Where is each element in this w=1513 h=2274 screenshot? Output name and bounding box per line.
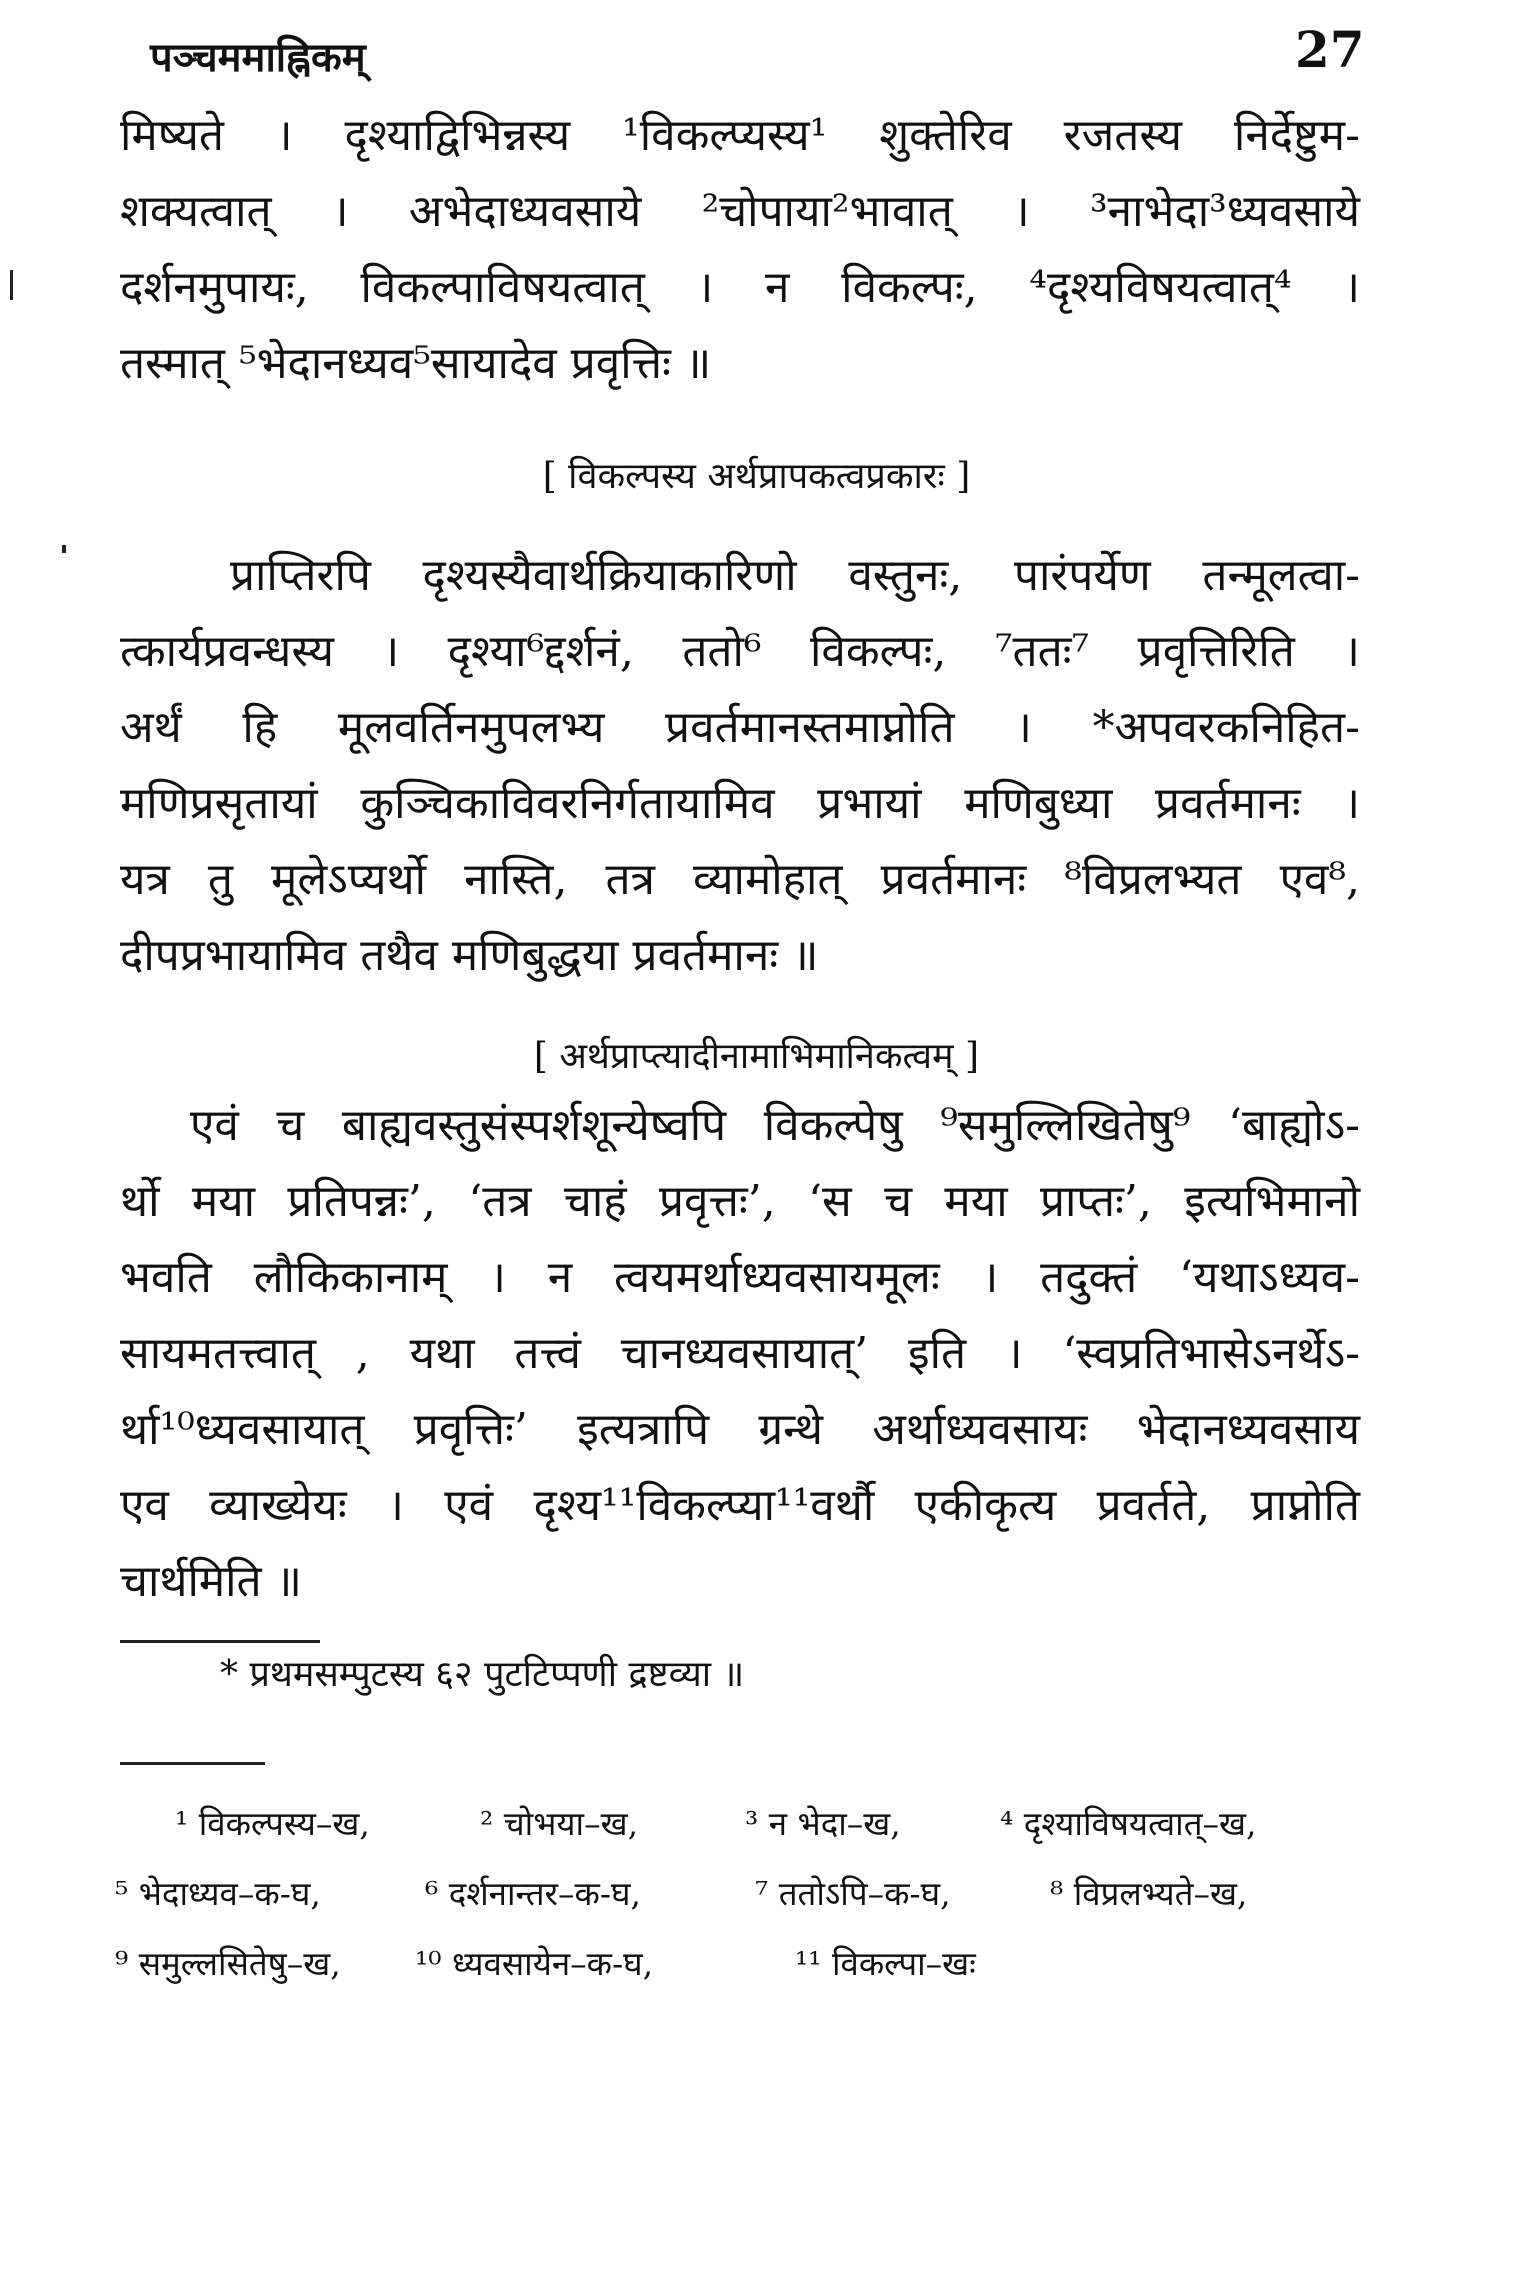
variant-reading: ³ न भेदा–ख, [745, 1804, 901, 1843]
text-line: दीपप्रभायामिव तथैव मणिबुद्धया प्रवर्तमानः ॥ [120, 930, 819, 981]
running-title: पञ्चममाह्निकम् [150, 34, 366, 81]
variant-readings [105, 1800, 1365, 2010]
variant-reading: ⁹ समुल्लसितेषु–ख, [115, 1944, 341, 1983]
variant-reading: ⁸ विप्रलभ्यते–ख, [1050, 1874, 1248, 1913]
paragraph-block-1 [120, 98, 1360, 402]
scan-edge-mark [62, 545, 66, 553]
paragraph-block-3 [120, 1088, 1360, 1620]
scan-edge-mark [10, 270, 13, 300]
text-line: तस्मात् ⁵भेदानध्यव⁵सायादेव प्रवृत्तिः ॥ [120, 338, 712, 389]
variant-row [105, 1800, 1365, 1870]
variant-reading: ⁵ भेदाध्यव–क-घ, [115, 1874, 321, 1913]
text-line: भवति लौकिकानाम् । न त्वयमर्थाध्यवसायमूलः । तदुक्तं ‘यथाऽध्यव- [120, 1252, 1360, 1303]
section-heading-1: [ विकल्पस्य अर्थप्रापकत्वप्रकारः ] [542, 456, 971, 497]
text-line: शक्यत्वात् । अभेदाध्यवसाये ²चोपाया²भावात् । ³नाभेदा³ध्यवसाये [120, 186, 1360, 237]
variant-reading: ¹¹ विकल्पा–खः [795, 1944, 976, 1983]
variant-row [105, 1870, 1365, 1940]
text-line: मिष्यते । दृश्याद्विभिन्नस्य ¹विकल्प्यस्य¹ शुक्तेरिव रजतस्य निर्देष्टुम- [120, 110, 1360, 161]
text-line: प्राप्तिरपि दृश्यस्यैवार्थक्रियाकारिणो वस्तुनः, पारंपर्येण तन्मूलत्वा- [230, 550, 1360, 601]
section-heading-2: [ अर्थप्राप्त्यादीनामाभिमानिकत्वम् ] [533, 1036, 980, 1077]
text-line: एवं च बाह्यवस्तुसंस्पर्शशून्येष्वपि विकल्पेषु ⁹समुल्लिखितेषु⁹ ‘बाह्योऽ- [190, 1100, 1360, 1151]
text-line: चार्थमिति ॥ [120, 1556, 302, 1607]
variant-reading: ¹ विकल्पस्य–ख, [175, 1804, 370, 1843]
text-line: त्कार्यप्रवन्धस्य । दृश्या⁶द्दर्शनं, ततो⁶ विकल्पः, ⁷ततः⁷ प्रवृत्तिरिति । [120, 626, 1360, 677]
variant-reading: ⁶ दर्शनान्तर–क-घ, [425, 1874, 642, 1913]
variant-reading: ⁷ ततोऽपि–क-घ, [755, 1874, 951, 1913]
text-line: र्थो मया प्रतिपन्नः’, ‘तत्र चाहं प्रवृत्तः’, ‘स च मया प्राप्तः’, इत्यभिमानो [120, 1176, 1360, 1227]
variant-reading: ⁴ दृश्याविषयत्वात्–ख, [1000, 1804, 1257, 1843]
asterisk-footnote: * प्रथमसम्पुटस्य ६२ पुटटिप्पणी द्रष्टव्या ॥ [220, 1654, 745, 1695]
variant-reading: ² चोभया–ख, [480, 1804, 639, 1843]
text-line: यत्र तु मूलेऽप्यर्थो नास्ति, तत्र व्यामोहात् प्रवर्तमानः ⁸विप्रलभ्यत एव⁸, [120, 854, 1360, 905]
variant-reading: ¹⁰ ध्यवसायेन–क-घ, [415, 1944, 654, 1983]
text-line: र्था¹⁰ध्यवसायात् प्रवृत्तिः’ इत्यत्रापि ग्रन्थे अर्थाध्यवसायः भेदानध्यवसाय [120, 1404, 1360, 1455]
paragraph-block-2 [120, 538, 1360, 994]
text-line: अर्थं हि मूलवर्तिनमुपलभ्य प्रवर्तमानस्तमाप्नोति । *अपवरकनिहित- [120, 702, 1360, 753]
footnote-separator [120, 1640, 320, 1643]
text-line: सायमतत्त्वात् , यथा तत्त्वं चानध्यवसायात्’ इति । ‘स्वप्रतिभासेऽनर्थेऽ- [120, 1328, 1360, 1379]
text-line: एव व्याख्येयः । एवं दृश्य¹¹विकल्प्या¹¹वर्थौ एकीकृत्य प्रवर्तते, प्राप्नोति [120, 1480, 1360, 1531]
page-number: 27 [1295, 20, 1365, 79]
variants-separator [120, 1762, 265, 1765]
text-line: मणिप्रसृतायां कुञ्चिकाविवरनिर्गतायामिव प्रभायां मणिबुध्या प्रवर्तमानः । [120, 778, 1360, 829]
variant-row [105, 1940, 1365, 2010]
text-line: दर्शनमुपायः, विकल्पाविषयत्वात् । न विकल्पः, ⁴दृश्यविषयत्वात्⁴ । [120, 262, 1360, 313]
